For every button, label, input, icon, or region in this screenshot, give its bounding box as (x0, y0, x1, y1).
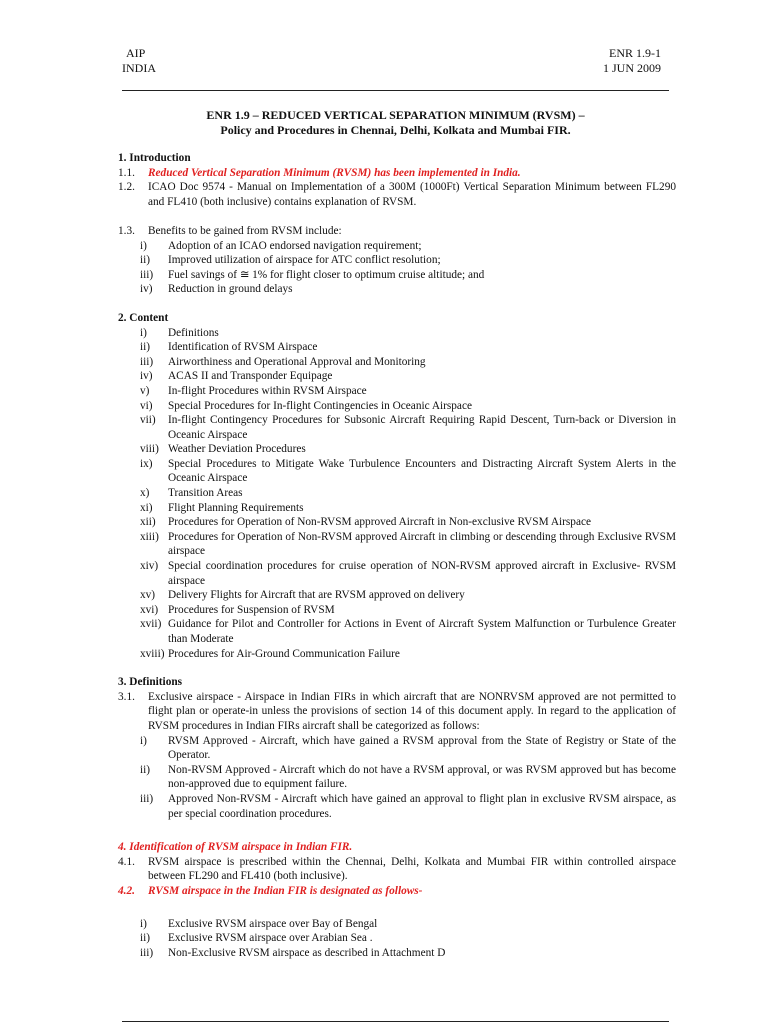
section-heading-definitions: 3. Definitions (118, 676, 183, 689)
header-right (603, 46, 661, 76)
list-item: i) Definitions (140, 326, 219, 339)
list-item: iii) Non-Exclusive RVSM airspace as described in Attachment D (140, 946, 446, 959)
document-body (118, 151, 676, 960)
list-item: xiii) Procedures for Operation of Non-RVSM approved Aircraft in climbing or descending through Exclusive RVSM airspace (140, 530, 676, 558)
list-item: iii) Airworthiness and Operational Approval and Monitoring (140, 355, 426, 368)
header-left (122, 46, 156, 76)
section-heading-identification: 4. Identification of RVSM airspace in Indian FIR. (118, 841, 353, 854)
paragraph-1-3 (118, 224, 676, 239)
list-item: iii) Fuel savings of ≅ 1% for flight closer to optimum cruise altitude; and (140, 268, 485, 281)
paragraph-number: 1.3. (118, 224, 135, 237)
list-item: x) Transition Areas (140, 487, 243, 500)
list-item: xvi) Procedures for Suspension of RVSM (140, 603, 335, 616)
title-line-1: ENR 1.9 – REDUCED VERTICAL SEPARATION MINIMUM (RVSM) – (206, 108, 585, 122)
paragraph-number: 1.2. (118, 181, 135, 194)
list-item: xviii) Procedures for Air-Ground Communication Failure (140, 647, 400, 660)
list-item: ii) Identification of RVSM Airspace (140, 341, 318, 354)
header-page-ref: ENR 1.9-1 (609, 46, 661, 60)
paragraph-text: RVSM airspace is prescribed within the Chennai, Delhi, Kolkata and Mumbai FIR within controlled airspace between FL290 and FL410 (both inclusive). (148, 855, 676, 883)
paragraph-1-2 (118, 180, 676, 209)
list-item: xvii) Guidance for Pilot and Controller for Actions in Event of Aircraft System Malfunction or Turbulence Greater than Moderate (140, 618, 676, 645)
header-aip: AIP (126, 46, 146, 60)
list-item: ii) Exclusive RVSM airspace over Arabian Sea . (140, 932, 373, 945)
list-item: iv) Reduction in ground delays (140, 283, 293, 296)
header-divider (122, 90, 669, 91)
list-item: vi) Special Procedures for In-flight Contingencies in Oceanic Airspace (140, 399, 472, 412)
paragraph-text: Benefits to be gained from RVSM include: (148, 224, 342, 237)
paragraph-text: RVSM airspace in the Indian FIR is designated as follows- (148, 884, 423, 897)
list-item: xv) Delivery Flights for Aircraft that are RVSM approved on delivery (140, 589, 465, 602)
list-item: xi) Flight Planning Requirements (140, 501, 304, 514)
paragraph-number: 3.1. (118, 690, 135, 703)
paragraph-number: 4.1. (118, 855, 135, 868)
list-item: v) In-flight Procedures within RVSM Airspace (140, 384, 367, 397)
list-item: iv) ACAS II and Transponder Equipage (140, 370, 333, 383)
paragraph-number: 1.1. (118, 166, 135, 179)
footer-divider (122, 1021, 669, 1022)
header-country: INDIA (122, 61, 156, 75)
list-item: i) RVSM Approved - Aircraft, which have gained a RVSM approval from the State of Registry or State of the Operator. (140, 734, 676, 762)
list-item: i) Adoption of an ICAO endorsed navigation requirement; (140, 239, 422, 252)
paragraph-4-2 (118, 884, 676, 899)
paragraph-text: ICAO Doc 9574 - Manual on Implementation of a 300M (1000Ft) Vertical Separation Minimum between FL290 and FL410 (both inclusive) contains explanation of RVSM. (148, 181, 676, 208)
section-heading-content: 2. Content (118, 311, 169, 324)
header-date: 1 JUN 2009 (602, 61, 661, 75)
list-item: ii) Non-RVSM Approved - Aircraft which do not have a RVSM approval, or was RVSM approved but has become non-approved due to equipment failure. (140, 763, 676, 791)
paragraph-text: Reduced Vertical Separation Minimum (RVSM) has been implemented in India. (148, 166, 521, 179)
list-item: ii) Improved utilization of airspace for ATC conflict resolution; (140, 254, 441, 267)
paragraph-4-1 (118, 855, 676, 884)
paragraph-text: Exclusive airspace - Airspace in Indian FIRs in which aircraft that are NONRVSM approved are not permitted to flight plan or operate-in unless the provisions of section 14 of this document apply. In regard to the application of RVSM procedures in Indian FIRs aircraft shall be categorized as follows: (148, 690, 676, 732)
list-item: ix) Special Procedures to Mitigate Wake Turbulence Encounters and Distracting Aircraft System Alerts in the Oceanic Airspace (140, 457, 676, 485)
list-item: xiv) Special coordination procedures for cruise operation of NON-RVSM approved aircraft in Exclusive- RVSM airspace (140, 560, 676, 587)
section-heading-introduction: 1. Introduction (118, 152, 191, 164)
title-line-2: Policy and Procedures in Chennai, Delhi, Kolkata and Mumbai FIR. (220, 123, 571, 137)
list-item: xii) Procedures for Operation of Non-RVSM approved Aircraft in Non-exclusive RVSM Airspace (140, 516, 591, 529)
list-item: iii) Approved Non-RVSM - Aircraft which have gained an approval to flight plan in exclusive RVSM airspace, as per special coordination procedures. (140, 792, 676, 820)
document-title (122, 108, 669, 138)
list-item: i) Exclusive RVSM airspace over Bay of Bengal (140, 917, 378, 930)
paragraph-3-1 (118, 690, 676, 734)
list-item: vii) In-flight Contingency Procedures for Subsonic Aircraft Requiring Rapid Descent, Turn-back or Diversion in Oceanic Airspace (140, 414, 676, 441)
paragraph-1-1 (118, 166, 676, 181)
paragraph-number: 4.2. (118, 884, 135, 897)
list-item: viii) Weather Deviation Procedures (140, 443, 306, 456)
